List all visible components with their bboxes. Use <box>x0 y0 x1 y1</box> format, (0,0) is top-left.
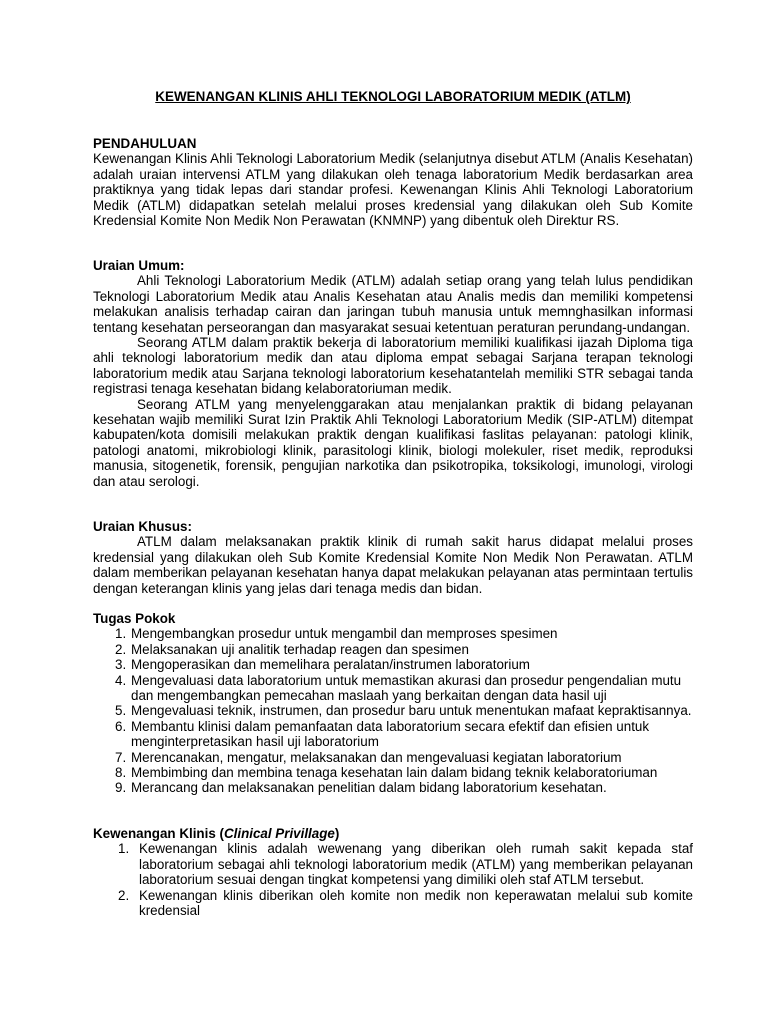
list-item <box>93 626 693 641</box>
tugas-pokok-heading: Tugas Pokok <box>93 611 176 626</box>
list-item-number: 6. <box>115 718 127 734</box>
list-item-text: Melaksanakan uji analitik terhadap reagen dan spesimen <box>131 641 469 657</box>
section-uraian-umum <box>93 258 693 489</box>
list-item-number: 2. <box>115 641 127 657</box>
uraian-umum-paragraph-3: Seorang ATLM yang menyelenggarakan atau menjalankan praktik di bidang pelayanan kesehatan wajib memiliki Surat Izin Praktik Ahli Teknologi Laboratorium Medik (SIP-ATLM) ditempat kabupaten/kota domisili melakukan praktik dengan kualifikasi faslitas pelayanan: patologi klinik, patologi anatomi, mikrobiologi klinik, parasitologi klinik, biologi molekuler, riset medik, reproduksi manusia, sitogenetik, forensik, pengujian narkotika dan psikotropika, toksikologi, imunologi, virologi dan atau serologi. <box>93 396 693 489</box>
list-item-number: 3. <box>115 657 127 673</box>
list-item <box>93 642 693 657</box>
list-item <box>93 703 693 718</box>
heading-italic: Clinical Privillage <box>223 826 335 841</box>
list-item-number: 1. <box>118 841 130 857</box>
section-uraian-khusus <box>93 519 693 596</box>
list-item <box>93 657 693 672</box>
list-item-number: 2. <box>118 887 130 903</box>
list-item-text: Merancang dan melaksanakan penelitian dalam bidang laboratorium kesehatan. <box>131 780 607 796</box>
list-item-number: 8. <box>115 765 127 781</box>
list-item <box>93 780 693 795</box>
list-item-text: Mengoperasikan dan memelihara peralatan/instrumen laboratorium <box>131 657 530 673</box>
list-item-text: Kewenangan klinis adalah wewenang yang diberikan oleh rumah sakit kepada staf laboratorium sebagai ahli teknologi laboratorium medik (ATLM) yang memberikan pelayanan laboratorium sesuai dengan tingkat kompetensi yang dimiliki oleh staf ATLM tersebut. <box>139 841 693 888</box>
list-item <box>93 765 693 780</box>
heading-suffix: ) <box>334 826 340 841</box>
list-item <box>93 841 693 887</box>
section-pendahuluan <box>93 136 693 228</box>
uraian-umum-paragraph-1: Ahli Teknologi Laboratorium Medik (ATLM) adalah setiap orang yang telah lulus pendidikan Teknologi Laboratorium Medik atau Analis Kesehatan atau Analis medis dan memiliki kompetensi melakukan analisis terhadap cairan dan jaringan tubuh manusia untuk memnghasilkan informasi tentang kesehatan perseorangan dan masyarakat sesuai ketentuan peraturan perundang-undangan. <box>93 273 693 335</box>
pendahuluan-heading: PENDAHULUAN <box>93 136 197 151</box>
list-item <box>93 888 693 919</box>
list-item <box>93 673 693 704</box>
heading-prefix: Kewenangan Klinis ( <box>93 826 224 841</box>
list-item <box>93 750 693 765</box>
kewenangan-klinis-heading <box>93 826 693 841</box>
list-item-text: Mengevaluasi teknik, instrumen, dan prosedur baru untuk menentukan mafaat kepraktisannya. <box>131 703 692 719</box>
uraian-umum-paragraph-2: Seorang ATLM dalam praktik bekerja di laboratorium memiliki kualifikasi ijazah Diploma tiga ahli teknologi laboratorium medik dan atau diploma empat sebagai Sarjana terapan teknologi laboratorium medik atau Sarjana teknologi laboratorium kesehatantelah memiliki STR sebagai tanda registrasi tenaga kesehatan bidang kelaboratoriuman medik. <box>93 335 693 397</box>
list-item-text: Kewenangan klinis diberikan oleh komite non medik non keperawatan melalui sub komite kredensial <box>139 887 693 919</box>
list-item-text: Membantu klinisi dalam pemanfaatan data laboratorium secara efektif dan efisien untuk menginterpretasikan hasil uji laboratorium <box>131 718 650 750</box>
list-item-number: 4. <box>115 672 127 688</box>
uraian-khusus-text: ATLM dalam melaksanakan praktik klinik di rumah sakit harus didapat melalui proses kredensial yang dilakukan oleh Sub Komite Kredensial Komite Non Medik Non Perawatan. ATLM dalam memberikan pelayanan kesehatan hanya dapat melakukan pelayanan atas permintaan tertulis dengan keterangan klinis yang jelas dari tenaga medis dan bidan. <box>93 534 693 596</box>
list-item-number: 1. <box>115 626 127 642</box>
list-item <box>93 719 693 750</box>
list-item-text: Membimbing dan membina tenaga kesehatan lain dalam bidang teknik kelaboratoriuman <box>131 765 658 781</box>
document-title: KEWENANGAN KLINIS AHLI TEKNOLOGI LABORATORIUM MEDIK (ATLM) <box>155 89 631 104</box>
section-tugas-pokok <box>93 611 693 796</box>
list-item-text: Merencanakan, mengatur, melaksanakan dan mengevaluasi kegiatan laboratorium <box>131 749 622 765</box>
uraian-umum-heading: Uraian Umum: <box>93 258 185 273</box>
pendahuluan-text: Kewenangan Klinis Ahli Teknologi Laboratorium Medik (selanjutnya disebut ATLM (Analis Kesehatan) adalah uraian intervensi ATLM yang dilakukan oleh tenaga laboratorium Medik berdasarkan area praktiknya yang tidak lepas dari standar profesi. Kewenangan Klinis Ahli Teknologi Laboratorium Medik (ATLM) didapatkan setelah melalui proses kredensial yang dilakukan oleh Sub Komite Kredensial Komite Non Medik Non Perawatan (KNMNP) yang dibentuk oleh Direktur RS. <box>93 151 693 229</box>
list-item-text: Mengembangkan prosedur untuk mengambil dan memproses spesimen <box>131 626 558 642</box>
list-item-text: Mengevaluasi data laboratorium untuk memastikan akurasi dan prosedur pengendalian mutu dan mengembangkan pemecahan maslaah yang berkaitan dengan data hasil uji <box>131 672 682 704</box>
tugas-pokok-list <box>93 626 693 795</box>
list-item-number: 5. <box>115 703 127 719</box>
section-kewenangan-klinis <box>93 826 693 918</box>
kewenangan-klinis-list <box>93 841 693 918</box>
list-item-number: 7. <box>115 749 127 765</box>
list-item-number: 9. <box>115 780 127 796</box>
uraian-khusus-heading: Uraian Khusus: <box>93 519 192 534</box>
